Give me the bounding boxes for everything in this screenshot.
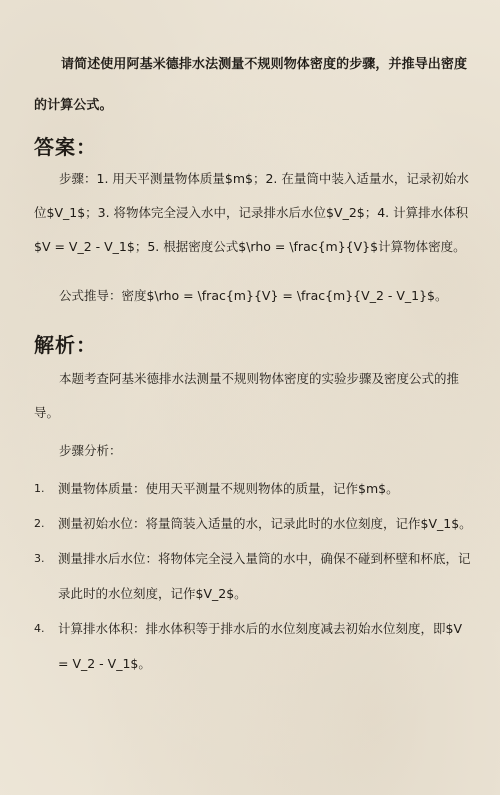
steps-analysis-label: 步骤分析：	[59, 443, 122, 458]
list-item-text: 计算排水体积：排水体积等于排水后的水位刻度减去初始水位刻度，即$V = V_2 - V_1$。	[58, 621, 463, 671]
list-item-number: 2.	[34, 517, 45, 530]
list-item-number: 1.	[34, 482, 45, 495]
list-item-text: 测量物体质量：使用天平测量不规则物体的质量，记作$m$。	[58, 481, 399, 496]
list-item-text: 测量初始水位：将量筒装入适量的水，记录此时的水位刻度，记作$V_1$。	[58, 516, 472, 531]
steps-analysis-list	[34, 471, 474, 681]
answer-formula: 公式推导：密度$\rho = \frac{m}{V} = \frac{m}{V_2 - V_1}$。	[59, 288, 448, 303]
list-item-text: 测量排水后水位：将物体完全浸入量筒的水中，确保不碰到杯壁和杯底，记录此时的水位刻度，记作$V_2$。	[58, 551, 471, 601]
answer-steps: 步骤：1. 用天平测量物体质量$m$；2. 在量筒中装入适量水，记录初始水位$V_1$；3. 将物体完全浸入水中，记录排水后水位$V_2$；4. 计算排水体积$V = V_2 - V_1$；5. 根据密度公式$\rho = \frac{m}{V}$计算物体密度。	[34, 171, 469, 254]
question-text: 请简述使用阿基米德排水法测量不规则物体密度的步骤，并推导出密度的计算公式。	[34, 57, 468, 113]
list-item	[34, 471, 474, 506]
analysis-heading: 解析：	[34, 333, 97, 357]
list-item	[34, 541, 474, 611]
answer-heading: 答案：	[34, 135, 97, 159]
list-item	[34, 611, 474, 681]
list-item	[34, 506, 474, 541]
analysis-intro: 本题考查阿基米德排水法测量不规则物体密度的实验步骤及密度公式的推导。	[34, 371, 460, 420]
list-item-number: 3.	[34, 552, 45, 565]
list-item-number: 4.	[34, 622, 45, 635]
